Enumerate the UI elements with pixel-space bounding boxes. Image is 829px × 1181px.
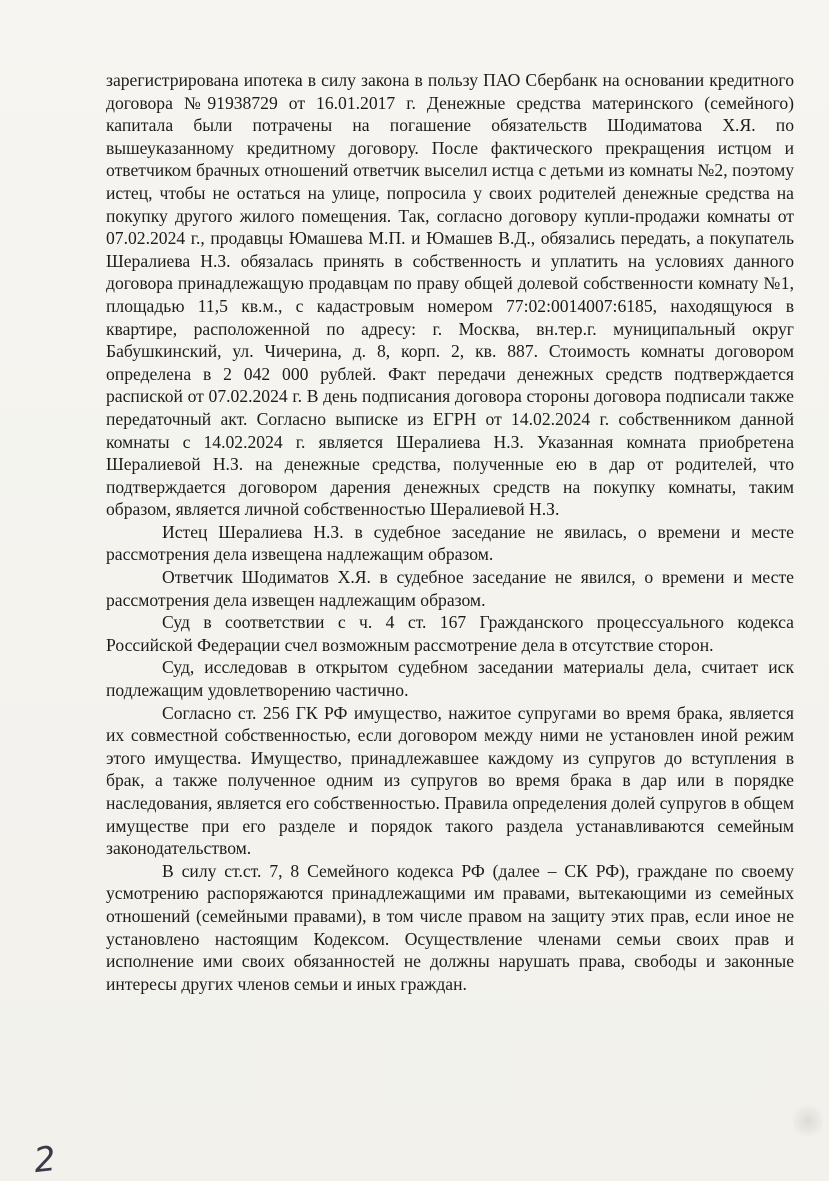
document-body (106, 69, 794, 995)
paragraph-family-code-articles: В силу ст.ст. 7, 8 Семейного кодекса РФ (далее – СК РФ), граждане по своему усмотрению распоряжаются принадлежащими им правами, вытекающими из семейных отношений (семейными правами), в том числе правом на защиту этих прав, если иное не установлено настоящим Кодексом. Осуществление членами семьи своих прав и исполнение ими своих обязанностей не должны нарушать права, свободы и законные интересы других членов семьи и иных граждан. (106, 860, 794, 994)
paragraph-defendant-absence: Ответчик Шодиматов Х.Я. в судебное заседание не явился, о времени и месте рассмотрения дела извещен надлежащим образом. (106, 567, 794, 610)
paragraph-mortgage-and-room-purchase: зарегистрирована ипотека в силу закона в пользу ПАО Сбербанк на основании кредитного договора №91938729 от 16.01.2017 г. Денежные средства материнского (семейного) капитала были потрачены на погашение обязательств Шодиматова Х.Я. по вышеуказанному кредитному договору. После фактического прекращения истцом и ответчиком брачных отношений ответчик выселил истца с детьми из комнаты №2, поэтому истец, чтобы не остаться на улице, попросила у своих родителей денежные средства на покупку другого жилого помещения. Так, согласно договору купли-продажи комнаты от 07.02.2024 г., продавцы Юмашева М.П. и Юмашев В.Д., обязались передать, а покупатель Шералиева Н.З. обязалась принять в собственность и уплатить на условиях данного договора принадлежащую продавцам по праву общей долевой собственности комнату №1, площадью 11,5 кв.м., с кадастровым номером 77:02:0014007:6185, находящуюся в квартире, расположенной по адресу: г. Москва, вн.тер.г. муниципальный округ Бабушкинский, ул. Чичерина, д. 8, корп. 2, кв. 887. Стоимость комнаты договором определена в 2 042 000 рублей. Факт передачи денежных средств подтверждается распиской от 07.02.2024 г. В день подписания договора стороны договора подписали также передаточный акт. Согласно выписке из ЕГРН от 14.02.2024 г. собственником данной комнаты с 14.02.2024 г. является Шералиева Н.З. Указанная комната приобретена Шералиевой Н.З. на денежные средства, полученные ею в дар от родителей, что подтверждается договором дарения денежных средств на покупку комнаты, таким образом, является личной собственностью Шералиевой Н.З. (106, 70, 794, 520)
paragraph-court-finding: Суд, исследовав в открытом судебном заседании материалы дела, считает иск подлежащим удовлетворению частично. (106, 657, 794, 701)
paragraph-plaintiff-absence: Истец Шералиева Н.З. в судебное заседание не явилась, о времени и месте рассмотрения дела извещена надлежащим образом. (106, 521, 794, 565)
paragraph-civil-code-article-256: Согласно ст. 256 ГК РФ имущество, нажитое супругами во время брака, является их совместной собственностью, если договором между ними не установлен иной режим этого имущества. Имущество, принадлежавшее каждому из супругов до вступления в брак, а также полученное одним из супругов во время брака в дар или в порядке наследования, является его собственностью. Правила определения долей супругов в общем имуществе при его разделе и порядок такого раздела устанавливаются семейным законодательством. (106, 702, 794, 859)
scan-artifact (793, 1101, 823, 1141)
paragraph-court-procedure: Суд в соответствии с ч. 4 ст. 167 Гражданского процессуального кодекса Российской Федерации счел возможным рассмотрение дела в отсутствие сторон. (106, 612, 794, 655)
handwritten-page-number: 2 (31, 1138, 58, 1181)
